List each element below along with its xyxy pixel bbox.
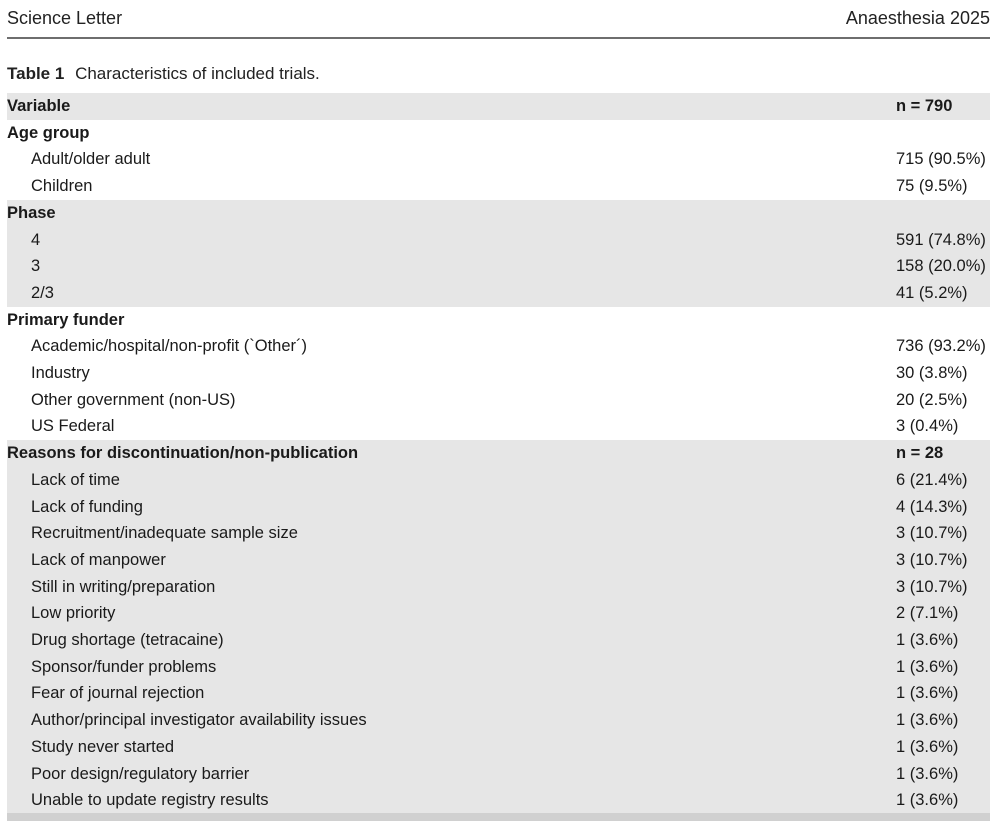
table-row — [7, 680, 990, 707]
row-value: 1 (3.6%) — [896, 761, 990, 788]
row-label: Unable to update registry results — [7, 787, 896, 814]
table-row — [7, 173, 990, 200]
row-label: Drug shortage (tetracaine) — [7, 627, 896, 654]
category-row-primary-funder — [7, 307, 990, 334]
row-label: Academic/hospital/non-profit (`Other´) — [31, 337, 308, 356]
table-caption — [7, 64, 320, 84]
header-variable: Variable — [7, 93, 896, 120]
table-row — [7, 547, 990, 574]
table-row — [7, 360, 990, 387]
row-value: 158 (20.0%) — [896, 253, 990, 280]
row-label: Lack of funding — [7, 494, 896, 521]
table-row — [7, 574, 990, 601]
row-label: Low priority — [7, 600, 896, 627]
table-row — [7, 413, 990, 440]
row-label: Study never started — [7, 734, 896, 761]
row-value: 2 (7.1%) — [896, 600, 990, 627]
row-label: Still in writing/preparation — [7, 574, 896, 601]
row-value: 4 (14.3%) — [896, 494, 990, 521]
row-value: 30 (3.8%) — [896, 364, 968, 383]
row-value: 1 (3.6%) — [896, 707, 990, 734]
category-row-phase — [7, 200, 990, 227]
table-bottom-rule — [7, 813, 990, 821]
table-row — [7, 761, 990, 788]
row-value: 736 (93.2%) — [896, 337, 986, 356]
row-value: 20 (2.5%) — [896, 390, 968, 409]
row-label: 3 — [7, 253, 896, 280]
row-label: Sponsor/funder problems — [7, 654, 896, 681]
table-row — [7, 654, 990, 681]
journal-issue: Anaesthesia 2025 — [845, 8, 990, 28]
table-row — [7, 333, 990, 360]
reasons-n: n = 28 — [896, 440, 990, 467]
table-row — [7, 253, 990, 280]
row-value: 3 (10.7%) — [896, 520, 990, 547]
table-row — [7, 387, 990, 414]
table-row — [7, 280, 990, 307]
table-title: Characteristics of included trials. — [75, 64, 320, 83]
running-header — [7, 0, 990, 39]
row-value: 591 (74.8%) — [896, 227, 990, 254]
row-label: Adult/older adult — [31, 150, 151, 169]
row-value: 41 (5.2%) — [896, 280, 990, 307]
category-row-age-group — [7, 120, 990, 147]
row-label: 2/3 — [7, 280, 896, 307]
row-value: 1 (3.6%) — [896, 627, 990, 654]
category-label: Phase — [7, 200, 896, 227]
table-row — [7, 146, 990, 173]
table-row — [7, 494, 990, 521]
row-value: 1 (3.6%) — [896, 787, 990, 814]
row-value: 3 (0.4%) — [896, 417, 959, 436]
category-label: Primary funder — [7, 310, 125, 329]
row-label: Poor design/regulatory barrier — [7, 761, 896, 788]
row-value: 1 (3.6%) — [896, 680, 990, 707]
row-value: 3 (10.7%) — [896, 574, 990, 601]
table-row — [7, 600, 990, 627]
row-label: Recruitment/inadequate sample size — [7, 520, 896, 547]
table-row — [7, 734, 990, 761]
row-label: Children — [31, 177, 93, 196]
category-row-reasons — [7, 440, 990, 467]
row-value: 1 (3.6%) — [896, 734, 990, 761]
table-row — [7, 707, 990, 734]
table-row — [7, 627, 990, 654]
header-n: n = 790 — [896, 93, 990, 120]
row-value: 715 (90.5%) — [896, 150, 986, 169]
table-row — [7, 467, 990, 494]
row-label: Lack of manpower — [7, 547, 896, 574]
row-label: 4 — [7, 227, 896, 254]
table-header-row — [7, 93, 990, 120]
category-label: Reasons for discontinuation/non-publication — [7, 440, 896, 467]
table-label: Table 1 — [7, 64, 65, 83]
row-value: 75 (9.5%) — [896, 177, 968, 196]
table-row — [7, 787, 990, 814]
category-label: Age group — [7, 123, 90, 142]
row-label: Lack of time — [7, 467, 896, 494]
row-value: 1 (3.6%) — [896, 654, 990, 681]
characteristics-table — [7, 93, 990, 814]
row-label: Other government (non-US) — [31, 390, 236, 409]
journal-name: Science Letter — [7, 8, 123, 28]
table-row — [7, 520, 990, 547]
row-label: Author/principal investigator availability issues — [7, 707, 896, 734]
table-row — [7, 227, 990, 254]
row-value: 6 (21.4%) — [896, 467, 990, 494]
row-label: Industry — [31, 364, 90, 383]
row-label: US Federal — [31, 417, 115, 436]
row-label: Fear of journal rejection — [7, 680, 896, 707]
row-value: 3 (10.7%) — [896, 547, 990, 574]
